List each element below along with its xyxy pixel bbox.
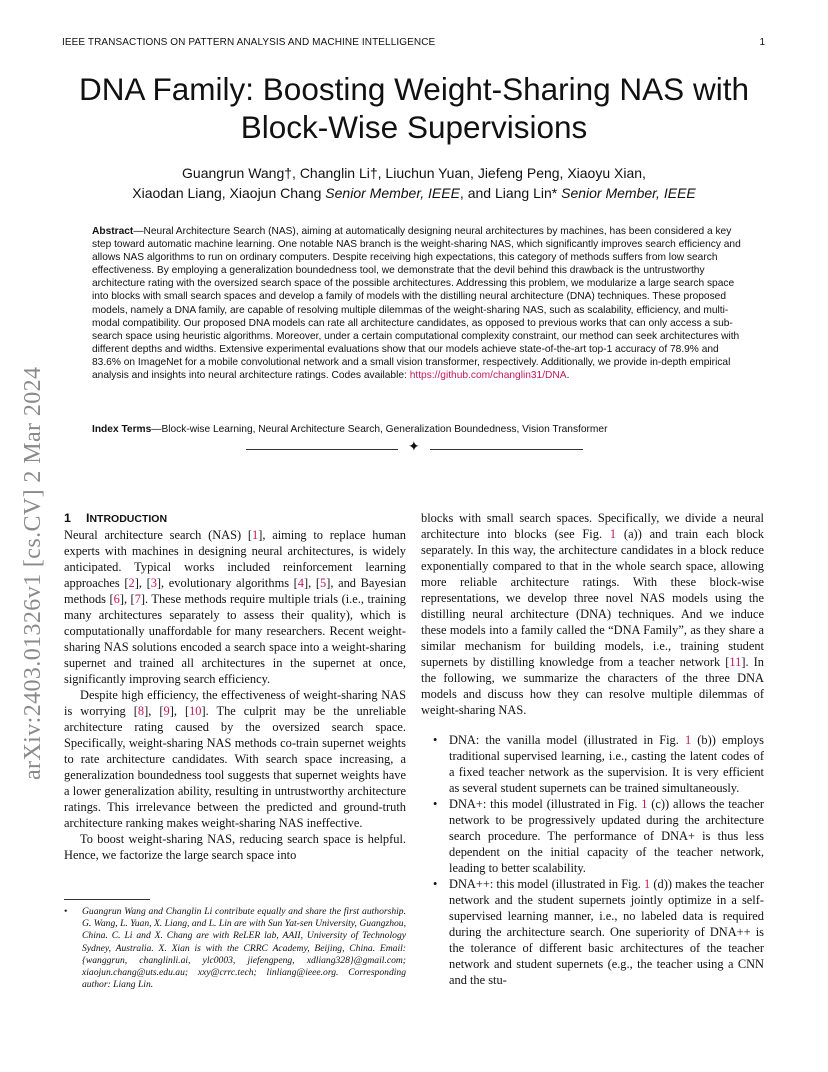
separator-diamond-icon: ✦ [408,440,420,455]
right-column [421,510,764,988]
arxiv-stamp: arXiv:2403.01326v1 [cs.CV] 2 Mar 2024 [20,366,46,780]
page-number: 1 [759,37,765,48]
bullet-icon: • [433,877,438,891]
list-item: • DNA: the vanilla model (illustrated in Fig. 1 (b)) employs traditional supervised learning, i.e., casting the latent codes of a fixed teacher network as the supervision. It is very efficient as several student supernets can be trained simultaneously. [433,733,764,795]
figure-ref-link[interactable]: 1 [684,733,692,747]
citation-link[interactable]: 6 [113,592,120,606]
citation-link[interactable]: 10 [189,704,202,718]
separator-rule-left [246,449,398,450]
authors-line-2-last: , and Liang Lin* [459,185,558,201]
authors-line-1: Guangrun Wang†, Changlin Li†, Liuchun Yuan, Jiefeng Peng, Xiaoyu Xian, [182,165,646,181]
footnote-text: Guangrun Wang and Changlin Li contribute equally and share the first authorship. G. Wang, L. Yuan, X. Liang, and L. Lin are with Sun Yat-sen University, Guangzhou, China. C. Li and X. Chang are with ReLER lab, AAII, University of Technology Sydney, Australia. X. Xian is with the CRRC Academy, Beijing, China. Email: {wanggrun, changlinli.ai, ylc0003, jiefengpeng, xdliang328}@gmail.com; xiaojun.chang@uts.edu.au; xxy@crrc.tech; linliang@ieee.org. Corresponding author: Liang Lin. [82,906,406,991]
footnote-bullet-icon: • [64,906,68,917]
bullet-icon: • [433,797,438,811]
citation-link[interactable]: 1 [252,528,259,542]
author-membership-2: Senior Member, IEEE [561,185,696,201]
section-heading [64,510,406,527]
abstract-label: Abstract [92,226,134,237]
citation-link[interactable]: 5 [320,576,327,590]
section-title-first: I [86,511,90,525]
title-line-1: DNA Family: Boosting Weight-Sharing NAS with [79,71,749,107]
figure-ref-link[interactable]: 1 [609,527,617,541]
citation-link[interactable]: 9 [163,704,170,718]
citation-link[interactable]: 7 [134,592,141,606]
separator-rule-right [430,449,583,450]
figure-ref-link[interactable]: 1 [644,877,651,891]
citation-link[interactable]: 3 [150,576,157,590]
dna-model-list [421,732,764,988]
list-item: • DNA++: this model (illustrated in Fig. 1 (d)) makes the teacher network and the student supernets jointly optimize in a self-supervised learning manner, i.e., no labeled data is required during the architecture search. One superiority of DNA++ is the tolerance of different basic architectures of the teacher network and student supernets (e.g., the teacher using a CNN and the stu- [433,877,764,987]
index-terms-label: Index Terms [92,424,152,435]
figure-ref-link[interactable]: 1 [641,797,648,811]
citation-link[interactable]: 2 [128,576,135,590]
bullet-icon: • [433,733,438,747]
index-terms-text: —Block-wise Learning, Neural Architecture Search, Generalization Boundedness, Vision Transformer [151,424,608,435]
title-line-2: Block-Wise Supervisions [240,109,588,145]
citation-link[interactable]: 4 [297,576,304,590]
author-membership-1: Senior Member, IEEE [325,185,460,201]
citation-link[interactable]: 8 [137,704,145,718]
paper-title [40,70,788,146]
intro-paragraph-4: blocks with small search spaces. Specifically, we divide a neural architecture into blocks (see Fig. 1 (a)) and train each block separately. In this way, the architecture candidates in a block reduce exponentially compared to that in the whole search space, allowing more reliable architecture ratings. With these block-wise representations, we develop three novel NAS models using the distilling neural architecture (DNA) techniques. And we induce these models into a family called the “DNA Family”, as they share a similar mechanism for building models, i.e., training student supernets by distilling knowledge from a teacher network [11]. In the following, we summarize the characters of the three DNA models and discuss how they can resolve multiple dilemmas of weight-sharing NAS. [421,511,765,717]
running-head: IEEE TRANSACTIONS ON PATTERN ANALYSIS AND MACHINE INTELLIGENCE [62,37,436,48]
intro-paragraph-3: To boost weight-sharing NAS, reducing search space is helpful. Hence, we factorize the large search space into [64,832,406,862]
list-item: • DNA+: this model (illustrated in Fig. 1 (c)) allows the teacher network to be progressively updated during the architecture search procedure. The performance of DNA+ is thus less dependent on the initial capacity of the teacher network, leading to better scalability. [433,797,764,875]
abstract-text: —Neural Architecture Search (NAS), aiming at automatically designing neural architectures by machines, has been considered a key step toward automatic machine learning. One notable NAS branch is the weight-sharing NAS, which significantly improves search efficiency and allows NAS algorithms to run on ordinary computers. Despite receiving high expectations, this category of methods suffers from low search effectiveness. By employing a generalization boundedness tool, we demonstrate that the devil behind this drawback is the untrustworthy architecture rating with the oversized search space of the possible architectures. Addressing this problem, we modularize a large search space into blocks with small search spaces and develop a family of models with the distilling neural architecture (DNA) techniques. These proposed models, namely a DNA family, are capable of resolving multiple dilemmas of the weight-sharing NAS, such as scalability, efficiency, and multi-modal compatibility. Our proposed DNA models can rate all architecture candidates, as opposed to previous works that can only access a sub- search space using heuristic algorithms. Moreover, under a certain computational complexity constraint, our method can seek architectures with different depths and widths. Extensive experimental evaluations show that our models achieve state-of-the-art top-1 accuracy of 78.9% and 83.6% on ImageNet for a mobile convolutional network and a small vision transformer, respectively. Additionally, we provide in-depth empirical analysis and insights into neural architecture ratings. Codes available: [92,226,741,382]
authors-line-2-names: Xiaodan Liang, Xiaojun Chang [132,185,322,201]
authors-line-2 [60,183,768,203]
section-number: 1 [64,511,71,525]
author-list [60,163,768,203]
intro-paragraph-2: Despite high efficiency, the effectiveness of weight-sharing NAS is worrying [8], [9], [10]. The culprit may be the unreliable architecture rating caused by the oversized search space. Specifically, weight-sharing NAS methods co-train supernet weights to rate architecture candidates. With search space increasing, a generalization boundedness tool suggests that supernet weights have a lower generalization ability, resulting in untrustworthy architecture ratings. This irrelevance between the predicted and ground-truth architecture ranking makes weight-sharing NAS ineffective. [64,688,406,830]
section-title-rest: NTRODUCTION [89,513,168,525]
code-link[interactable]: https://github.com/changlin31/DNA [409,370,567,382]
abstract [92,225,748,382]
index-terms [92,423,748,436]
intro-paragraph-1: Neural architecture search (NAS) [1], aiming to replace human experts with machines in designing neural architectures, is widely anticipated. Typical works included reinforcement learning approaches [2], [3], evolutionary algorithms [4], [5], and Bayesian methods [6], [7]. These methods require multiple trials (i.e., training many architectures separately to assess their quality), which is computationally unaffordable for many researchers. Recent weight-sharing NAS solutions encoded a search space into a weight-sharing supernet and trained all architectures in the supernet at once, significantly improving search efficiency. [64,528,407,686]
citation-link[interactable]: 11 [729,655,742,669]
abstract-end: . [566,370,570,382]
footnote-rule [64,899,150,900]
author-footnote [64,906,406,991]
left-column [64,510,406,863]
